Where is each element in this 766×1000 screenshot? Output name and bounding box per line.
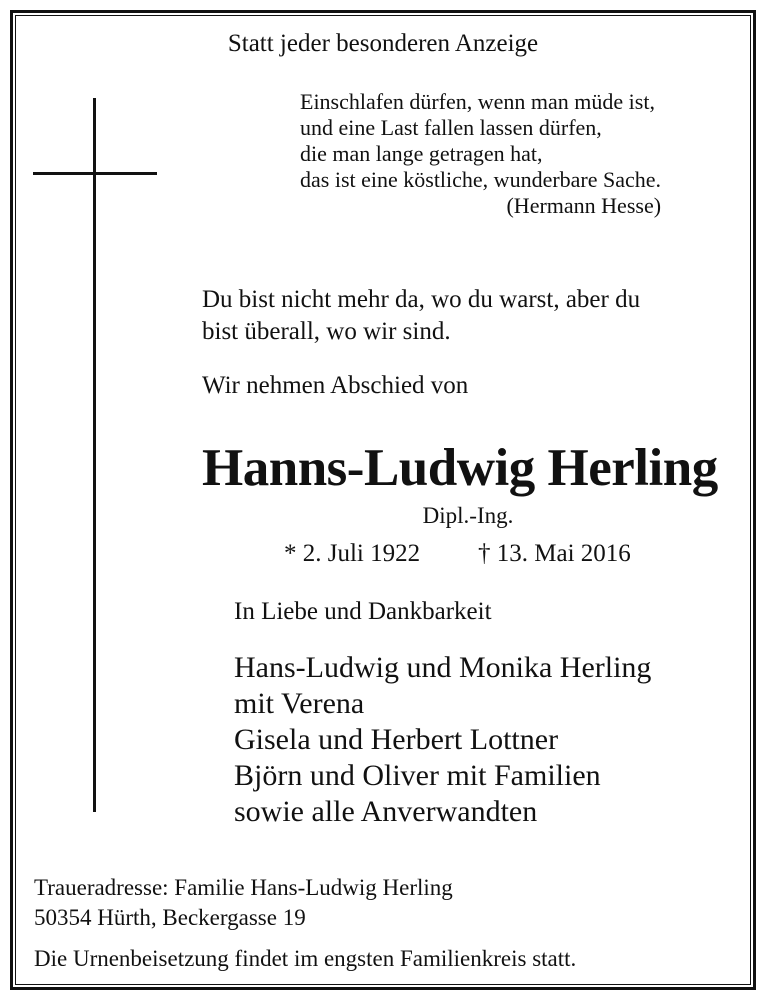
- address-line: 50354 Hürth, Beckergasse 19: [34, 905, 306, 930]
- poem-quote: [300, 89, 661, 219]
- mourner-line: Gisela und Herbert Lottner: [234, 723, 559, 756]
- intro-text: [202, 284, 640, 348]
- cross-horizontal-bar: [33, 172, 157, 175]
- notice-heading: Statt jeder besonderen Anzeige: [227, 30, 539, 57]
- deceased-title: Dipl.-Ing.: [422, 503, 514, 528]
- intro-line: Du bist nicht mehr da, wo du warst, aber du: [202, 286, 641, 313]
- burial-note: Die Urnenbeisetzung findet im engsten Familienkreis statt.: [34, 946, 577, 971]
- farewell-text: Wir nehmen Abschied von: [202, 372, 469, 399]
- mourners-list: [234, 650, 651, 830]
- mourner-line: Björn und Oliver mit Familien: [234, 759, 601, 792]
- address-line: Traueradresse: Familie Hans-Ludwig Herling: [34, 875, 453, 900]
- poem-line: die man lange getragen hat,: [300, 141, 543, 166]
- mourning-address: [34, 873, 453, 933]
- death-date: † 13. Mai 2016: [478, 540, 631, 567]
- cross-vertical-bar: [93, 98, 96, 812]
- birth-date: * 2. Juli 1922: [284, 540, 421, 567]
- intro-line: bist überall, wo wir sind.: [202, 318, 451, 345]
- mourner-line: mit Verena: [234, 687, 365, 720]
- mourner-line: sowie alle Anverwandten: [234, 795, 538, 828]
- poem-line: und eine Last fallen lassen dürfen,: [300, 115, 602, 140]
- mourner-line: Hans-Ludwig und Monika Herling: [234, 651, 652, 684]
- deceased-name: Hanns-Ludwig Herling: [202, 439, 718, 497]
- poem-line: Einschlafen dürfen, wenn man müde ist,: [300, 89, 655, 114]
- poem-author: (Hermann Hesse): [506, 193, 662, 218]
- poem-line: das ist eine köstliche, wunderbare Sache.: [300, 167, 662, 192]
- love-line: In Liebe und Dankbarkeit: [234, 598, 492, 625]
